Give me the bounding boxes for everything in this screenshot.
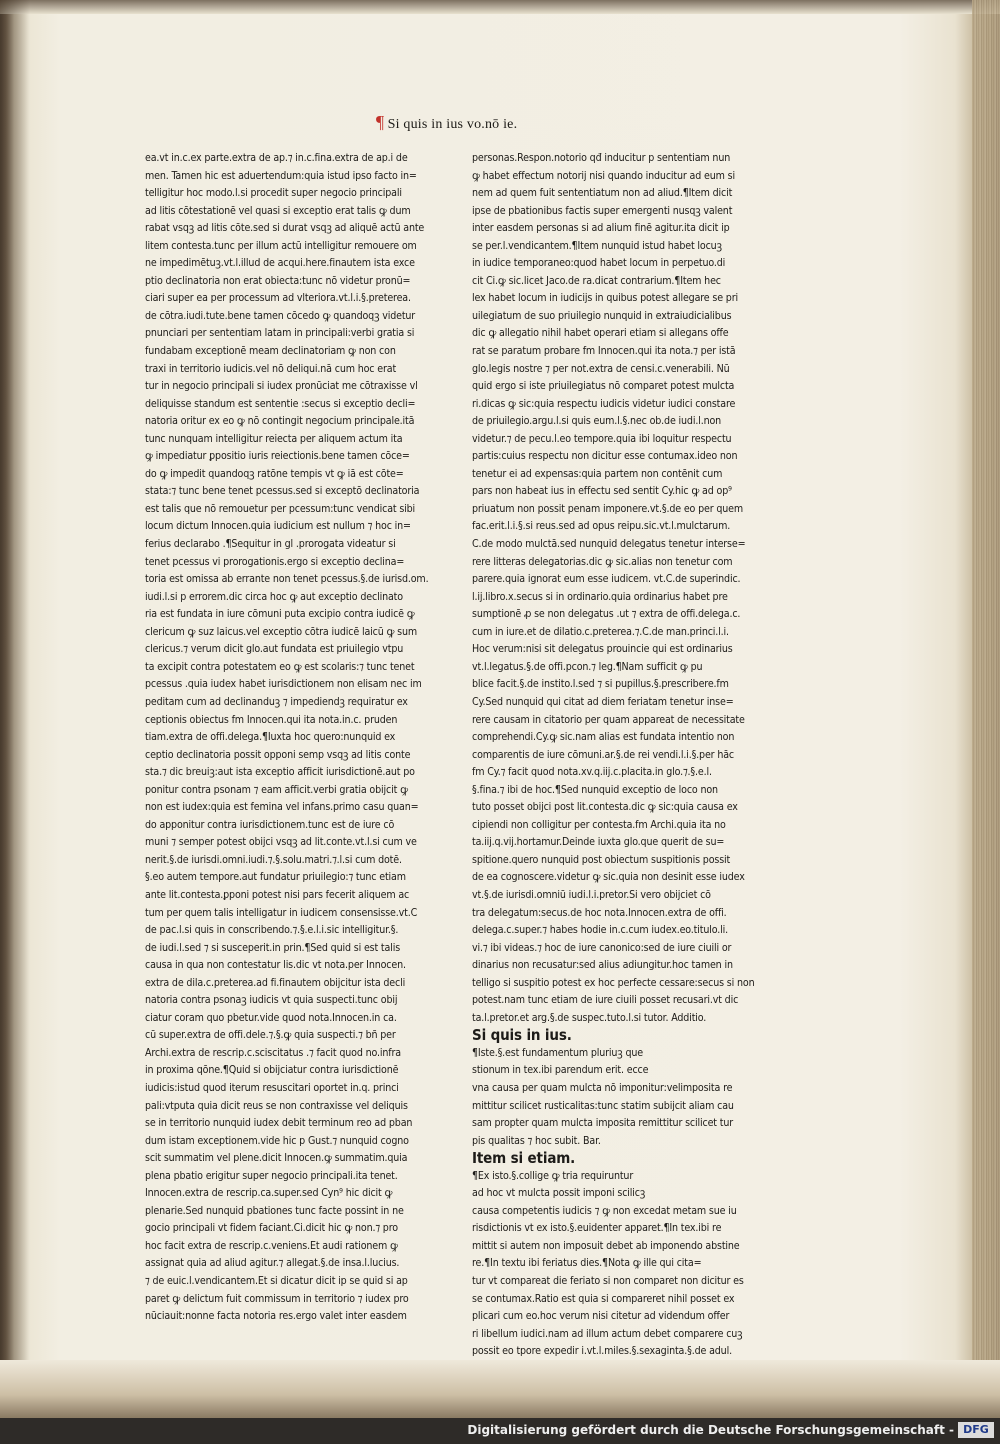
text-line: partis:cuius respectu non dicitur esse contumax.ideo non	[472, 450, 738, 463]
dfg-logo: DFG	[958, 1422, 994, 1438]
text-line: cit Ci.ꝙ sic.licet Jaco.de ra.dicat contrarium.¶Item hec	[472, 274, 721, 287]
text-line: tunc nunquam intelligitur reiecta per aliquem actum ita	[145, 432, 403, 445]
text-line: ferius declarabo .¶Sequitur in gl .prorogata videatur si	[145, 538, 396, 551]
text-line: ta.iij.q.vij.hortamur.Deinde iuxta glo.que querit de su=	[472, 836, 725, 849]
text-line: do apponitur contra iurisdictionem.tunc est de iure cō	[145, 818, 395, 831]
text-line: iudi.l.si p errorem.dic circa hoc ꝙ aut exceptio declinato	[145, 590, 403, 603]
text-line: parere.quia ignorat eum esse iudicem. vt.C.de superindic.	[472, 573, 741, 586]
section-one	[472, 1027, 764, 1150]
text-line: ria est fundata in iure cōmuni puta excipio contra iudicē ꝙ	[145, 608, 415, 621]
text-line: ne impedimētuꝫ.vt.l.illud de acqui.here.finautem ista exce	[145, 257, 415, 270]
text-line: se per.l.vendicantem.¶Item nunquid istud habet locuꝫ	[472, 239, 722, 252]
text-line: ¶Iste.§.est fundamentum pluriuꝫ que	[472, 1046, 643, 1059]
text-line: blice facit.§.de instito.l.sed ⁊ si pupillus.§.prescribere.fm	[472, 678, 729, 691]
text-line: toria est omissa ab errante non tenet pcessus.§.de iurisd.om.	[145, 573, 429, 586]
text-line: sumptionē ꝓ se non delegatus .ut ⁊ extra de offi.delega.c.	[472, 608, 741, 621]
text-line: pars non habeat ius in effectu sed sentit Cy.hic ꝙ ad op⁹	[472, 485, 732, 498]
footer-bar	[0, 1418, 1000, 1444]
text-line: fundabam exceptionē meam declinatoriam ꝙ non con	[145, 345, 396, 358]
text-line: tur in negocio principali si iudex pronūciat me cōtraxisse vl	[145, 380, 418, 393]
text-line: telligitur hoc modo.l.si procedit super negocio principali	[145, 187, 402, 200]
text-line: de priuilegio.argu.l.si quis eum.l.§.nec ob.de iudi.l.non	[472, 415, 722, 428]
text-line: ri libellum iudici.nam ad illum actum debet comparere cuꝫ	[472, 1327, 743, 1340]
text-line: cipiendi non colligitur per contesta.fm Archi.quia ita no	[472, 818, 726, 831]
text-line: de cōtra.iudi.tute.bene tamen cōcedo ꝙ quandoqꝫ videtur	[145, 309, 416, 322]
text-line: ta excipit contra potestatem eo ꝙ est scolaris:⁊ tunc tenet	[145, 660, 415, 673]
text-line: natoria oritur ex eo ꝙ nō contingit negocium principale.itā	[145, 415, 415, 428]
text-line: clericus.⁊ verum dicit glo.aut fundata est priuilegio vtpu	[145, 643, 404, 656]
text-line: plena pbatio erigitur super negocio principali.ita tenet.	[145, 1169, 398, 1182]
text-line: ipse de pbationibus factis super emergenti nusqꝫ valent	[472, 204, 733, 217]
text-line: nem ad quem fuit sententiatum non ad aliud.¶Item dicit	[472, 187, 733, 200]
section-heading-si-quis: Si quis in ius.	[472, 1026, 572, 1045]
text-line: de pac.l.si quis in conscribendo.⁊.§.e.l.i.sic intelligitur.§.	[145, 924, 399, 937]
text-line: dic ꝙ allegatio nihil habet operari etiam si allegans offe	[472, 327, 729, 340]
text-line: ta.l.pretor.et arg.§.de suspec.tuto.l.si tutor. Additio.	[472, 1011, 707, 1024]
text-line: causa competentis iudicis ⁊ ꝙ non excedat metam sue iu	[472, 1204, 737, 1217]
text-line: l.ij.libro.x.secus si in ordinario.quia ordinarius habet pre	[472, 590, 728, 603]
text-line: priuatum non possit penam imponere.vt.§.de eo per quem	[472, 502, 744, 515]
running-head	[375, 112, 635, 136]
text-line: lex habet locum in iudicijs in quibus potest allegare se pri	[472, 292, 738, 305]
text-line: ceptio declinatoria possit opponi semp vsqꝫ ad litis conte	[145, 748, 411, 761]
text-line: in iudice temporaneo:quod habet locum in perpetuo.di	[472, 257, 726, 270]
text-line: ad hoc vt mulcta possit imponi scilicꝫ	[472, 1187, 646, 1200]
text-line: stata:⁊ tunc bene tenet pcessus.sed si exceptō declinatoria	[145, 485, 420, 498]
text-line: telligo si suspitio potest ex hoc perfecte cessare:secus si non	[472, 976, 755, 989]
text-line: peditam cum ad declinanduꝫ ⁊ impediendꝫ requiratur ex	[145, 695, 408, 708]
text-line: Archi.extra de rescrip.c.sciscitatus .⁊ facit quod no.infra	[145, 1046, 401, 1059]
text-line: muni ⁊ semper potest obijci vsqꝫ ad lit.conte.vt.l.si cum ve	[145, 836, 417, 849]
text-line: delega.c.super.⁊ habes hodie in.c.cum iudex.eo.titulo.li.	[472, 924, 728, 937]
text-line: vt.l.legatus.§.de offi.pcon.⁊ leg.¶Nam sufficit ꝙ pu	[472, 660, 703, 673]
text-line: rere causam in citatorio per quam appareat de necessitate	[472, 713, 745, 726]
text-line: comparentis de iure cōmuni.ar.§.de rei vendi.l.i.§.per hāc	[472, 748, 734, 761]
text-line: ptio declinatoria non erat obiecta:tunc nō videtur pronū=	[145, 274, 411, 287]
text-line: rabat vsqꝫ ad litis cōte.sed si durat vsqꝫ ad aliquē actū ante	[145, 222, 425, 235]
text-line: ⁊ de euic.l.vendicantem.Et si dicatur dicit ip se quid si ap	[145, 1275, 408, 1287]
text-line: est talis que nō remouetur per pcessum:tunc vendicat sibi	[145, 502, 416, 515]
text-line: Hoc verum:nisi sit delegatus prouincie qui est ordinarius	[472, 643, 733, 656]
text-line: clericum ꝙ suz laicus.vel exceptio cōtra iudicē laicū ꝙ sum	[145, 625, 418, 638]
text-line: tuto posset obijci post lit.contesta.dic ꝙ sic:quia causa ex	[472, 801, 738, 814]
text-line: non est iudex:quia est femina vel infans.primo casu quan=	[145, 801, 419, 814]
text-line: do ꝙ impedit quandoqꝫ ratōne tempis vt ꝙ iā est cōte=	[145, 467, 404, 480]
text-line: fac.erit.l.i.§.si reus.sed ad opus reipu.sic.vt.l.mulctarum.	[472, 520, 731, 533]
text-line: nūciauit:nonne facta notoria res.ergo valet inter easdem	[145, 1310, 407, 1323]
text-line: ciatur coram quo pbetur.vide quod nota.Innocen.in ca.	[145, 1011, 397, 1024]
text-line: gocio principali vt fidem faciant.Ci.dicit hic ꝙ non.⁊ pro	[145, 1222, 398, 1235]
text-line: re.¶In textu ibi feriatus dies.¶Nota ꝙ ille qui cita=	[472, 1257, 702, 1270]
text-line: mittit si autem non imposuit debet ab imponendo abstine	[472, 1239, 740, 1252]
text-line: men. Tamen hic est aduertendum:quia istud ipso facto in=	[145, 169, 417, 182]
text-line: ꝙ habet effectum notorij nisi quando inducitur ad eum si	[472, 169, 735, 182]
text-line: videtur.⁊ de pecu.l.eo tempore.quia ibi loquitur respectu	[472, 432, 732, 445]
running-head-text: Si quis in ius vo.nō ie.	[387, 117, 518, 132]
page-top-edge	[0, 0, 1000, 14]
text-line: ceptionis obiectus fm Innocen.qui ita nota.in.c. pruden	[145, 713, 398, 726]
text-line: §.eo autem tempore.aut fundatur priuilegio:⁊ tunc etiam	[145, 871, 406, 884]
text-line: possit eo tpore expedir i.vt.l.miles.§.sexaginta.§.de adul.	[472, 1345, 732, 1358]
text-line: tenetur ei ad expensas:quia partem non contēnit cum	[472, 467, 723, 480]
text-line: pali:vtputa quia dicit reus se non contraxisse vel deliquis	[145, 1099, 408, 1112]
text-line: ciari super ea per processum ad vlteriora.vt.l.i.§.preterea.	[145, 292, 411, 305]
text-line: ponitur contra psonam ⁊ eam afficit.verbi gratia obijcit ꝙ	[145, 783, 408, 796]
right-text-column	[472, 150, 764, 1358]
text-line: C.de modo mulctā.sed nunquid delegatus tenetur interse=	[472, 538, 746, 551]
text-line: Cy.Sed nunquid qui citat ad diem feriatam tenetur inse=	[472, 695, 734, 708]
page-stack-edge	[972, 0, 1000, 1418]
text-line: quid ergo si iste priuilegiatus nō comparet potest mulcta	[472, 380, 735, 393]
text-line: litem contesta.tunc per illum actū intelligitur remouere om	[145, 239, 417, 252]
text-line: sta.⁊ dic breuiꝫ:aut ista exceptio afficit iurisdictionē.aut po	[145, 766, 415, 779]
text-line: causa in qua non contestatur lis.dic vt nota.per Innocen.	[145, 959, 406, 972]
text-line: extra de dila.c.preterea.ad fi.finautem obijcitur ista decli	[145, 976, 406, 989]
text-line: assignat quia ad aliud agitur.⁊ allegat.§.de insa.l.lucius.	[145, 1257, 400, 1270]
text-line: vi.⁊ ibi videas.⁊ hoc de iure canonico:sed de iure ciuili or	[472, 941, 732, 954]
text-line: pnunciari per sententiam latam in principali:verbi gratia si	[145, 327, 415, 340]
text-line: vt.§.de iurisdi.omniū iudi.l.i.pretor.Si vero obijciet cō	[472, 888, 711, 901]
text-line: plenarie.Sed nunquid pbationes tunc facte possint in ne	[145, 1204, 404, 1217]
text-line: dum istam exceptionem.vide hic p Gust.⁊ nunquid cogno	[145, 1134, 409, 1147]
text-line: de ea cognoscere.videtur ꝙ sic.quia non desinit esse iudex	[472, 871, 745, 884]
text-line: paret ꝙ delictum fuit commissum in territorio ⁊ iudex pro	[145, 1292, 409, 1305]
text-line: tum per quem talis intelligatur in iudicem consensisse.vt.C	[145, 906, 418, 919]
text-line: ri.dicas ꝙ sic:quia respectu iudicis videtur iudici constare	[472, 397, 736, 410]
text-line: dinarius non recusatur:sed alius adiungitur.hoc tamen in	[472, 959, 733, 972]
text-line: ꝙ impediatur ꝑpositio iuris reiectionis.bene tamen cōce=	[145, 450, 410, 463]
text-line: cum in iure.et de dilatio.c.preterea.⁊.C.de man.princi.l.i.	[472, 625, 729, 638]
text-line: ¶Ex isto.§.collige ꝙ tria requiruntur	[472, 1169, 634, 1182]
text-line: natoria contra psonaꝫ iudicis vt quia suspecti.tunc obij	[145, 994, 398, 1007]
text-line: plicari cum eo.hoc verum nisi citetur ad videndum offer	[472, 1310, 730, 1323]
text-line: §.fina.⁊ ibi de hoc.¶Sed nunquid exceptio de loco non	[472, 783, 718, 796]
text-line: stionum in tex.ibi parendum erit. ecce	[472, 1064, 649, 1077]
text-line: de iudi.l.sed ⁊ si susceperit.in prin.¶Sed quid si est talis	[145, 941, 401, 954]
right-column-body	[472, 150, 764, 1027]
text-line: fm Cy.⁊ facit quod nota.xv.q.iij.c.placita.in glo.⁊.§.e.l.	[472, 766, 712, 779]
funding-notice: Digitalisierung gefördert durch die Deutsche Forschungsgemeinschaft -	[467, 1423, 954, 1437]
text-line: uilegiatum de suo priuilegio nunquid in extraiudicialibus	[472, 309, 732, 322]
section-two	[472, 1150, 764, 1361]
gutter-shadow	[0, 0, 30, 1418]
section-two-text	[472, 1168, 764, 1361]
text-line: comprehendi.Cy.ꝙ sic.nam alias est fundata intentio non	[472, 731, 735, 744]
text-line: potest.nam tunc etiam de iure ciuili posset recusari.vt dic	[472, 994, 739, 1007]
text-line: se in territorio nunquid iudex debit terminum reo ad pban	[145, 1117, 413, 1130]
text-line: ea.vt in.c.ex parte.extra de ap.⁊ in.c.fina.extra de ap.i de	[145, 152, 408, 164]
section-one-text	[472, 1045, 764, 1150]
text-line: pis qualitas ⁊ hoc subit. Bar.	[472, 1134, 601, 1147]
rubric-mark: ¶	[375, 112, 385, 132]
text-line: tur vt compareat die feriato si non comparet non dicitur es	[472, 1275, 744, 1287]
text-line: iudicis:istud quod iterum resuscitari oportet in.q. princi	[145, 1081, 399, 1094]
text-line: Innocen.extra de rescrip.ca.super.sed Cyn⁹ hic dicit ꝙ	[145, 1187, 393, 1200]
text-line: pcessus .quia iudex habet iurisdictionem non elisam nec im	[145, 678, 422, 691]
text-line: tiam.extra de offi.delega.¶Iuxta hoc quero:nunquid ex	[145, 731, 396, 744]
text-line: personas.Respon.notorio qđ inducitur p sententiam nun	[472, 152, 731, 164]
text-line: mittitur scilicet rusticalitas:tunc statim subijcit aliam cau	[472, 1099, 734, 1112]
text-line: spitione.quero nunquid post obiectum suspitionis possit	[472, 853, 731, 866]
text-line: scit summatim vel plene.dicit Innocen.ꝙ summatim.quia	[145, 1152, 408, 1165]
text-line: risdictionis vt ex isto.§.euidenter apparet.¶In tex.ibi re	[472, 1222, 722, 1235]
left-text-column	[145, 150, 435, 1323]
text-line: in proxima qōne.¶Quid si obijciatur contra iurisdictionē	[145, 1064, 399, 1077]
text-line: rere litteras delegatorias.dic ꝙ sic.alias non tenetur com	[472, 555, 733, 568]
text-line: hoc facit extra de rescrip.c.veniens.Et audi rationem ꝙ	[145, 1239, 398, 1252]
text-line: cū super.extra de offi.dele.⁊.§.ꝙ quia suspecti.⁊ bñ per	[145, 1029, 396, 1042]
text-line: traxi in territorio iudicis.vel nō deliqui.nā cum hoc erat	[145, 362, 397, 375]
text-line: glo.legis nostre ⁊ per not.extra de censi.c.venerabili. Nū	[472, 362, 730, 375]
section-heading-item-si-etiam: Item si etiam.	[472, 1149, 576, 1168]
text-line: ante lit.contesta.ꝑponi potest nisi pars fecerit aliquem ac	[145, 888, 410, 901]
page-bottom-edge	[0, 1360, 1000, 1418]
text-line: tra delegatum:secus.de hoc nota.Innocen.extra de offi.	[472, 906, 727, 919]
text-line: vna causa per quam mulcta nō imponitur:velimposita re	[472, 1081, 733, 1094]
text-line: ad litis cōtestationē vel quasi si exceptio erat talis ꝙ dum	[145, 204, 411, 217]
text-line: rat se paratum probare fm Innocen.qui ita nota.⁊ per istā	[472, 345, 736, 358]
text-line: inter easdem personas si ad alium finē agitur.ita dicit ip	[472, 222, 730, 235]
text-line: nerit.§.de iurisdi.omni.iudi.⁊.§.solu.matri.⁊.l.si cum dotē.	[145, 853, 402, 866]
text-line: deliquisse standum est sententie :secus si exceptio decli=	[145, 397, 416, 410]
text-line: locum dictum Innocen.quia iudicium est nullum ⁊ hoc in=	[145, 520, 411, 533]
text-line: sam propter quam mulcta imposita remittitur scilicet tur	[472, 1117, 733, 1130]
text-line: se contumax.Ratio est quia si compareret nihil posset ex	[472, 1292, 735, 1305]
text-line: tenet pcessus vi prorogationis.ergo si exceptio declina=	[145, 555, 405, 568]
